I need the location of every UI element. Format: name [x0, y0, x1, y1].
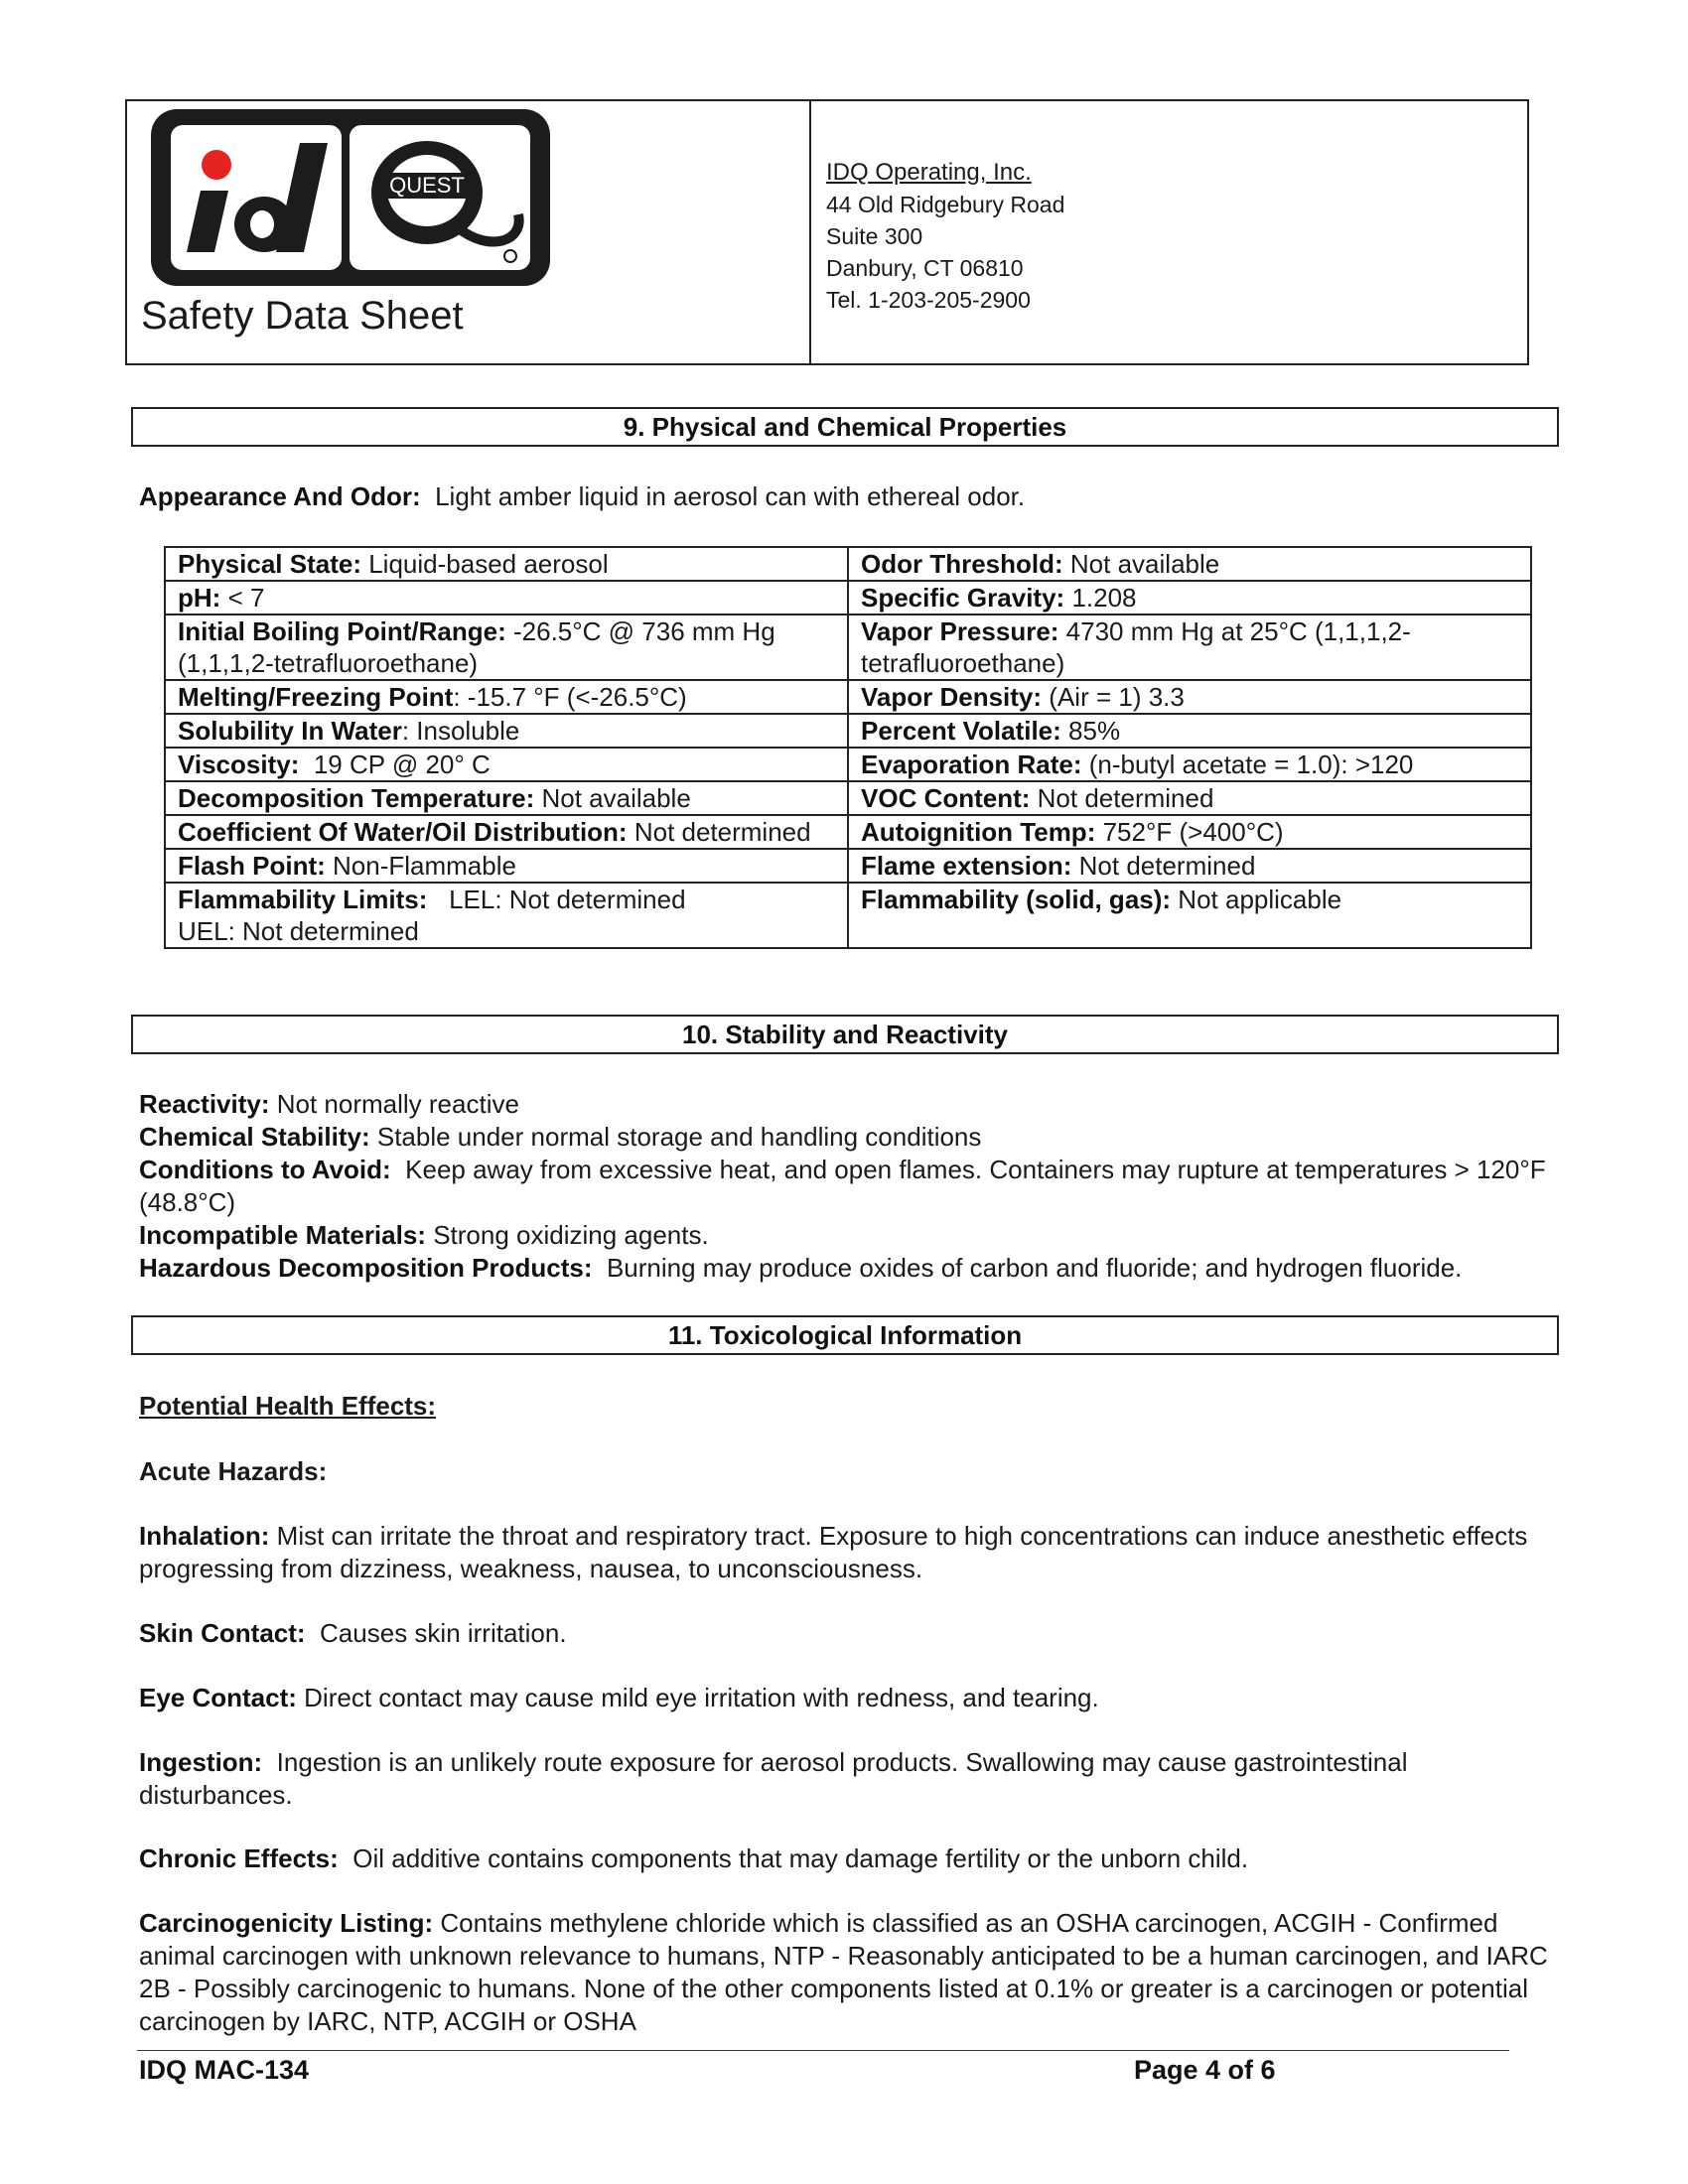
table-cell: Vapor Pressure: 4730 mm Hg at 25°C (1,1,1,2-tetrafluoroethane)	[848, 614, 1531, 680]
document-title: Safety Data Sheet	[141, 294, 464, 338]
table-cell: Coefficient Of Water/Oil Distribution: Not determined	[165, 815, 848, 849]
address-line: Suite 300	[826, 223, 923, 249]
table-cell: Flash Point: Non-Flammable	[165, 849, 848, 883]
table-row	[165, 815, 1531, 849]
company-info	[826, 157, 1064, 316]
page-number: Page 4 of 6	[1134, 2055, 1276, 2085]
stability-list	[139, 1088, 1549, 1285]
section-10-header: 10. Stability and Reactivity	[131, 1015, 1559, 1054]
footer-rule	[137, 2050, 1509, 2051]
appearance-value: Light amber liquid in aerosol can with ethereal odor.	[435, 481, 1026, 511]
logo-quest-text: QUEST	[389, 173, 465, 198]
table-row	[165, 883, 1531, 948]
table-cell: Flammability (solid, gas): Not applicable	[848, 883, 1531, 948]
address-line: Danbury, CT 06810	[826, 255, 1024, 281]
chronic-effects-paragraph: Chronic Effects: Oil additive contains components that may damage fertility or the unborn child.	[139, 1843, 1249, 1873]
table-cell: Vapor Density: (Air = 1) 3.3	[848, 680, 1531, 714]
company-name: IDQ Operating, Inc.	[826, 159, 1032, 186]
properties-table	[164, 546, 1532, 949]
table-cell: pH: < 7	[165, 581, 848, 614]
logo-id-mark	[171, 125, 342, 270]
table-cell: Autoignition Temp: 752°F (>400°C)	[848, 815, 1531, 849]
ingestion-paragraph: Ingestion: Ingestion is an unlikely route exposure for aerosol products. Swallowing may cause gastrointestinal disturbances.	[139, 1747, 1408, 1810]
header-divider	[809, 99, 811, 365]
table-cell: Viscosity: 19 CP @ 20° C	[165, 748, 848, 781]
table-cell: Solubility In Water: Insoluble	[165, 714, 848, 748]
table-cell: Evaporation Rate: (n-butyl acetate = 1.0): >120	[848, 748, 1531, 781]
list-item: Chemical Stability: Stable under normal storage and handling conditions	[139, 1122, 982, 1152]
table-cell: Flame extension: Not determined	[848, 849, 1531, 883]
logo-id-panel	[171, 125, 342, 270]
health-effects-heading: Potential Health Effects:	[139, 1391, 437, 1421]
table-row	[165, 849, 1531, 883]
acute-hazards-heading: Acute Hazards:	[139, 1456, 328, 1486]
carcinogenicity-paragraph: Carcinogenicity Listing: Contains methylene chloride which is classified as an OSHA carcinogen, ACGIH - Confirmed animal carcinogen with unknown relevance to humans, NTP - Reasonably anticipated to be a human carcinogen, and IARC 2B - Possibly carcinogenic to humans. None of the other components listed at 0.1% or greater is a carcinogen or potential carcinogen by IARC, NTP, ACGIH or OSHA	[139, 1908, 1548, 2036]
table-row	[165, 781, 1531, 815]
table-cell: Melting/Freezing Point: -15.7 °F (<-26.5°C)	[165, 680, 848, 714]
table-row	[165, 581, 1531, 614]
table-cell: Initial Boiling Point/Range: -26.5°C @ 736 mm Hg (1,1,1,2-tetrafluoroethane)	[165, 614, 848, 680]
phone-line: Tel. 1-203-205-2900	[826, 287, 1031, 313]
list-item: Conditions to Avoid: Keep away from excessive heat, and open flames. Containers may rupture at temperatures > 120°F (48.8°C)	[139, 1155, 1546, 1217]
company-logo	[151, 109, 550, 286]
logo-q-mark	[350, 125, 530, 270]
list-item: Hazardous Decomposition Products: Burning may produce oxides of carbon and fluoride; and hydrogen fluoride.	[139, 1253, 1463, 1283]
table-row	[165, 748, 1531, 781]
document-code: IDQ MAC-134	[139, 2055, 310, 2085]
table-cell: Odor Threshold: Not available	[848, 547, 1531, 581]
table-cell: Decomposition Temperature: Not available	[165, 781, 848, 815]
table-cell: Flammability Limits: LEL: Not determined UEL: Not determined	[165, 883, 848, 948]
section-9-header: 9. Physical and Chemical Properties	[131, 407, 1559, 447]
table-row	[165, 547, 1531, 581]
inhalation-paragraph: Inhalation: Mist can irritate the throat and respiratory tract. Exposure to high concentrations can induce anesthetic effects progressing from dizziness, weakness, nausea, to unconsciousness.	[139, 1521, 1528, 1583]
eye-contact-paragraph: Eye Contact: Direct contact may cause mild eye irritation with redness, and tearing.	[139, 1683, 1099, 1712]
table-cell: Physical State: Liquid-based aerosol	[165, 547, 848, 581]
table-cell: VOC Content: Not determined	[848, 781, 1531, 815]
table-row	[165, 714, 1531, 748]
table-cell: Specific Gravity: 1.208	[848, 581, 1531, 614]
section-11-header: 11. Toxicological Information	[131, 1315, 1559, 1355]
appearance-line	[139, 480, 1025, 513]
list-item: Reactivity: Not normally reactive	[139, 1089, 519, 1119]
table-cell: Percent Volatile: 85%	[848, 714, 1531, 748]
logo-q-panel	[350, 125, 530, 270]
skin-contact-paragraph: Skin Contact: Causes skin irritation.	[139, 1618, 567, 1648]
table-row	[165, 680, 1531, 714]
table-row	[165, 614, 1531, 680]
address-line: 44 Old Ridgebury Road	[826, 192, 1065, 217]
list-item: Incompatible Materials: Strong oxidizing agents.	[139, 1220, 709, 1250]
appearance-label: Appearance And Odor:	[139, 481, 421, 511]
